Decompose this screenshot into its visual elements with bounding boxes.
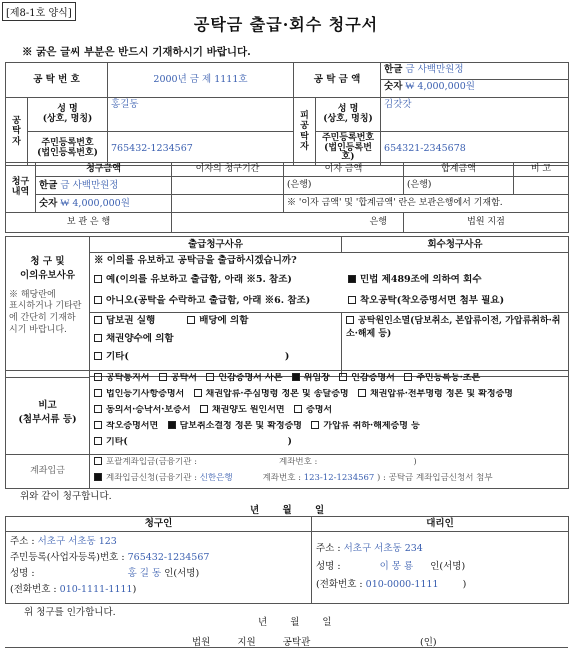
- notice: ※ 굵은 글씨 부분은 반드시 기재하시기 바랍니다.: [22, 46, 251, 58]
- checkbox[interactable]: [94, 457, 102, 465]
- deposit-amount-label: 공 탁 금 액: [294, 63, 381, 98]
- checkbox[interactable]: [294, 405, 302, 413]
- claim-footnote: ※ '이자 금액' 및 '합계금액' 란은 보관은행에서 기재함.: [284, 195, 569, 213]
- depositee-id-label: 주민등록번호 (법인등록번호): [316, 132, 381, 166]
- custody-branch: 법원 지점: [404, 213, 569, 233]
- agent-header: 대리인: [312, 517, 569, 532]
- attach-row-3: 착오증명서면 담보취소결정 정본 및 확정증명 가압류 취하·해제증명 등: [94, 421, 564, 435]
- claimant-cell: [6, 531, 312, 603]
- approval-seal: (인): [420, 637, 437, 648]
- recover-item-1[interactable]: 착오공탁(착오증명서면 첨부 필요): [348, 295, 504, 309]
- checkbox[interactable]: [94, 373, 102, 381]
- account-opt1[interactable]: 포괄계좌입금(금융기관 : 계좌번호 : ): [94, 457, 564, 471]
- checkbox[interactable]: [311, 421, 319, 429]
- agent-name: 성명 : 이 몽 룡 인(서명): [316, 560, 466, 572]
- approval-date: 년 월 일: [258, 617, 332, 628]
- col-total: 합계금액: [404, 163, 514, 177]
- depositee-section: 피 공 탁 자: [294, 98, 316, 166]
- claim-section: 청구 내역: [6, 163, 36, 213]
- pay-item-3[interactable]: 기타( ): [94, 351, 337, 365]
- page-title: 공탁금 출급·회수 청구서: [193, 15, 379, 34]
- checkbox[interactable]: [94, 405, 102, 413]
- objection-yes[interactable]: 예(이의를 유보하고 출급함, 아래 ※5. 참조): [94, 274, 342, 288]
- custody-label: 보 관 은 행: [6, 213, 172, 233]
- bottom-rule: [5, 647, 568, 648]
- attach-row-4: 기타( ): [94, 437, 564, 451]
- checkbox-checked[interactable]: [292, 373, 300, 381]
- checkbox[interactable]: [94, 421, 102, 429]
- claimant-id: 주민등록(사업자등록)번호 : 765432-1234567: [10, 552, 210, 564]
- claimant-phone: (전화번호 : 010-1111-1111): [10, 584, 137, 596]
- attach-row-1: 법인등기사항증명서 채권압류·추심명령 정본 및 송달증명 채권압류·전부명령 정본 및 확정증명: [94, 389, 564, 403]
- pay-item-2[interactable]: 채권양수에 의함: [94, 333, 337, 347]
- claimant-name: 성명 : 홍 길 동 인(서명): [10, 568, 200, 580]
- deposit-table: [5, 62, 569, 166]
- claimant-addr: 주소 : 서초구 서초동 123: [10, 535, 117, 547]
- objection-question: ※ 이의를 유보하고 공탁금을 출급하시겠습니까?: [94, 255, 297, 266]
- pay-items: [90, 313, 342, 377]
- checkbox-checked[interactable]: [348, 275, 356, 283]
- custody-bank: 은행: [172, 213, 404, 233]
- checkbox[interactable]: [404, 373, 412, 381]
- claim-korean: 한글 금 사백만원정: [36, 177, 172, 195]
- checkbox[interactable]: [94, 437, 102, 445]
- checkbox[interactable]: [159, 373, 167, 381]
- checkbox[interactable]: [346, 316, 354, 324]
- account-label: 계좌입금: [6, 455, 90, 489]
- checkbox[interactable]: [94, 389, 102, 397]
- checkbox[interactable]: [94, 334, 102, 342]
- reason-label-cell: [6, 237, 90, 378]
- agent-cell: [312, 531, 569, 603]
- pay-item-0[interactable]: 담보권 실행 배당에 의함: [94, 315, 337, 329]
- checkbox[interactable]: [94, 352, 102, 360]
- signature-table: [5, 516, 569, 604]
- attach-row-0: 공탁통지서 공탁서 인감증명서 사본 위임장 인감증명서 주민등록등·초본: [94, 373, 564, 387]
- attach-table: [5, 370, 569, 489]
- reason-table: [5, 236, 569, 378]
- col-amount: 청구금액: [36, 163, 172, 177]
- approval-court: 법원 지원 공탁관: [192, 637, 311, 648]
- pay-header: 출급청구사유: [90, 237, 342, 253]
- depositee-id: 654321-2345678: [381, 132, 569, 166]
- attach-label: 비고 (첨부서류 등): [6, 371, 90, 455]
- attach-row-2: 동의서·승낙서·보증서 채권양도 원인서면 증명서: [94, 405, 564, 419]
- checkbox-checked[interactable]: [168, 421, 176, 429]
- form-number: [제8-1호 양식]: [2, 2, 76, 21]
- depositee-name-label: 성 명 (상호, 명칭): [316, 98, 381, 132]
- col-interest: 이자 금액: [284, 163, 404, 177]
- depositor-name-label: 성 명 (상호, 명칭): [28, 98, 108, 132]
- account-cell: [90, 455, 569, 489]
- claim-period: [172, 177, 284, 195]
- depositor-id-label: 주민등록번호 (법인등록번호): [28, 132, 108, 166]
- closing-statement: 위와 같이 청구합니다.: [20, 491, 112, 502]
- claim-note: [514, 177, 569, 195]
- approval-statement: 위 청구를 인가합니다.: [24, 607, 116, 618]
- checkbox[interactable]: [187, 316, 195, 324]
- claim-total-bank: (은행): [404, 177, 514, 195]
- checkbox[interactable]: [94, 316, 102, 324]
- attach-cell: [90, 371, 569, 455]
- deposit-no-label: 공 탁 번 호: [6, 63, 108, 98]
- claim-table: [5, 162, 569, 233]
- checkbox[interactable]: [94, 296, 102, 304]
- checkbox[interactable]: [348, 296, 356, 304]
- recover-item-0[interactable]: 민법 제489조에 의하여 회수: [348, 274, 504, 288]
- claim-period-2: [172, 195, 284, 213]
- reason-note: ※ 해당란에 표시하거나 기타란 에 간단히 기재하 시기 바랍니다.: [9, 289, 82, 335]
- closing-date: 년 월 일: [250, 505, 325, 516]
- recover-header: 회수청구사유: [342, 237, 569, 253]
- reason-label: 청 구 및 이의유보사유: [19, 256, 76, 282]
- checkbox-checked[interactable]: [94, 473, 102, 481]
- checkbox[interactable]: [358, 389, 366, 397]
- checkbox[interactable]: [94, 275, 102, 283]
- claim-num: 숫자 ₩ 4,000,000원: [36, 195, 172, 213]
- deposit-amount: 한글 금 사백만원정 숫자 ₩ 4,000,000원: [381, 63, 569, 98]
- recover-items: [342, 313, 569, 377]
- depositor-section: 공 탁 자: [6, 98, 28, 166]
- col-note: 비 고: [514, 163, 569, 177]
- objection-cell: [90, 253, 569, 313]
- checkbox[interactable]: [200, 405, 208, 413]
- depositor-name: 홍길동: [108, 98, 294, 132]
- deposit-no: 2000년 금 제 1111호: [108, 63, 294, 98]
- claimant-header: 청구인: [6, 517, 312, 532]
- account-opt2[interactable]: 계좌입금신청(금융기관 : 신한은행 계좌번호 : 123-12-1234567 ) : 공탁금 계좌입금신청서 첨부: [94, 473, 564, 487]
- checkbox[interactable]: [339, 373, 347, 381]
- col-period: 이자의 청구기간: [172, 163, 284, 177]
- checkbox[interactable]: [194, 389, 202, 397]
- checkbox[interactable]: [206, 373, 214, 381]
- depositor-id: 765432-1234567: [108, 132, 294, 166]
- agent-addr: 주소 : 서초구 서초동 234: [316, 542, 423, 554]
- depositee-name: 김갓갓: [381, 98, 569, 132]
- claim-interest-bank: (은행): [284, 177, 404, 195]
- recover-item-2[interactable]: 공탁원인소멸(담보취소, 본압류이전, 가압류취하·취소·해제 등): [346, 316, 561, 340]
- objection-no[interactable]: 아니오(공탁을 수락하고 출급함, 아래 ※6. 참조): [94, 295, 342, 309]
- agent-phone: (전화번호 : 010-0000-1111 ): [316, 578, 467, 590]
